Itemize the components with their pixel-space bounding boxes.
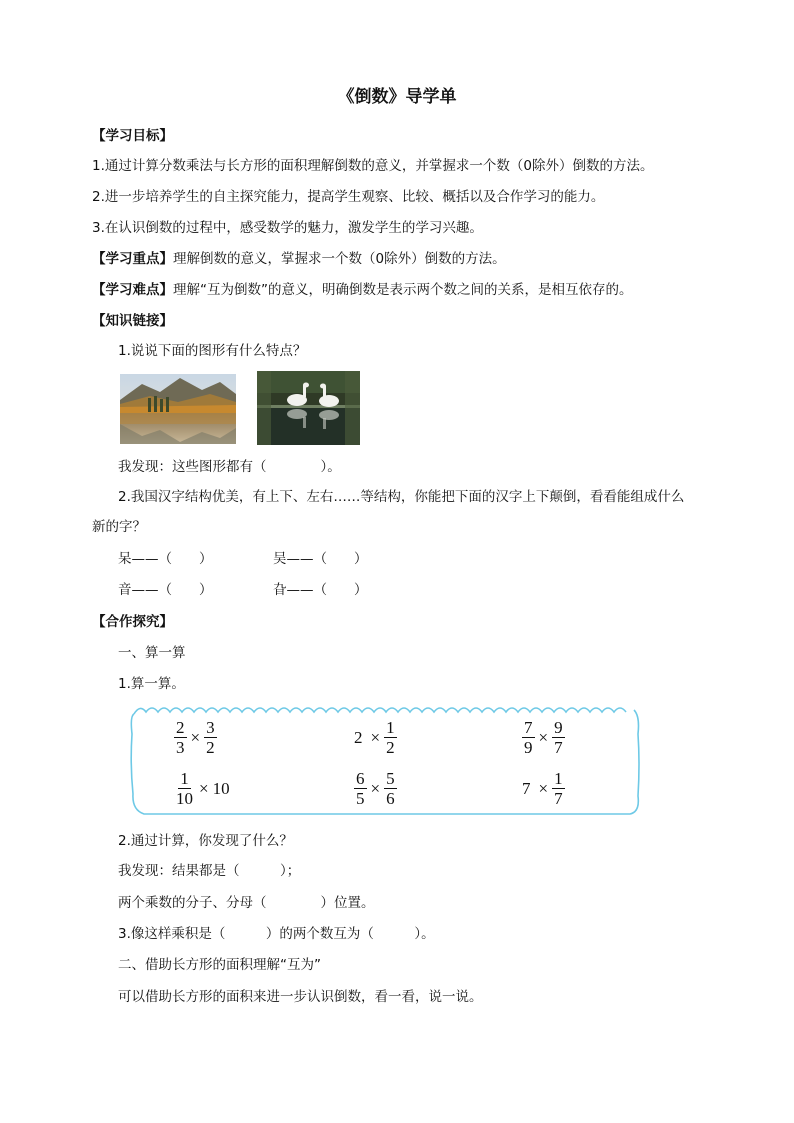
fraction: $\frac{1}{7}$ <box>554 769 563 808</box>
difficulty <box>92 281 633 299</box>
fraction: $\frac{1}{2}$ <box>386 718 395 757</box>
formula-box <box>130 704 642 816</box>
char-item-2: 吴——（ ） <box>273 551 368 567</box>
page-title: 《倒数》导学单 <box>337 87 457 107</box>
key-point-label: 【学习重点】 <box>92 251 173 267</box>
difficulty-label: 【学习难点】 <box>92 282 173 298</box>
objective-item-2: 2.进一步培养学生的自主探究能力，提高学生观察、比较、概括以及合作学习的能力。 <box>92 189 605 205</box>
fraction: $\frac{5}{6}$ <box>386 769 395 808</box>
section2-text: 可以借助长方形的面积来进一步认识倒数，看一看，说一说。 <box>118 989 483 1005</box>
fraction: $\frac{3}{2}$ <box>206 718 215 757</box>
char-item-1: 呆——（ ） <box>118 551 213 567</box>
times-sign: × <box>199 778 209 798</box>
explore-discover-2: 两个乘数的分子、分母（ ）位置。 <box>118 895 375 911</box>
fraction: $\frac{1}{10}$ <box>176 769 193 808</box>
fraction: $\frac{9}{7}$ <box>554 718 563 757</box>
fraction: $\frac{2}{3}$ <box>176 718 185 757</box>
formula-6 <box>522 769 565 808</box>
fraction: $\frac{6}{5}$ <box>356 769 365 808</box>
whole-number: 10 <box>212 778 230 798</box>
objective-item-3: 3.在认识倒数的过程中，感受数学的魅力，激发学生的学习兴趣。 <box>92 220 483 236</box>
whole-number: 7 <box>522 778 531 798</box>
times-sign: × <box>370 778 381 798</box>
section1-heading: 一、算一算 <box>118 645 186 661</box>
objectives-heading: 【学习目标】 <box>92 128 173 144</box>
char-item-3: 音——（ ） <box>118 582 213 598</box>
explore-q1: 1.算一算。 <box>118 676 185 692</box>
times-sign: × <box>370 727 381 747</box>
knowledge-q1: 1.说说下面的图形有什么特点？ <box>118 343 307 359</box>
mountain-lake-photo <box>120 374 236 444</box>
key-point <box>92 250 506 268</box>
explore-q2: 2.通过计算，你发现了什么？ <box>118 833 293 849</box>
whole-number: 2 <box>354 727 363 747</box>
knowledge-link-heading: 【知识链接】 <box>92 313 173 329</box>
swans-reflection-photo <box>257 371 360 445</box>
knowledge-q2-line2: 新的字？ <box>92 519 146 535</box>
explore-discover-1: 我发现：结果都是（ ）； <box>118 863 301 879</box>
times-sign: × <box>538 778 549 798</box>
section2-heading: 二、借助长方形的面积理解“互为” <box>118 957 321 973</box>
fraction: $\frac{7}{9}$ <box>524 718 533 757</box>
formula-1 <box>174 718 217 757</box>
knowledge-q2-line1: 2.我国汉字结构优美，有上下、左右……等结构，你能把下面的汉字上下颠倒，看看能组成什么 <box>118 489 685 505</box>
explore-heading: 【合作探究】 <box>92 614 173 630</box>
explore-q3: 3.像这样乘积是（ ）的两个数互为（ ）。 <box>118 926 435 942</box>
formula-4 <box>174 769 234 808</box>
times-sign: × <box>538 727 549 747</box>
times-sign: × <box>190 727 201 747</box>
objective-item-1: 1.通过计算分数乘法与长方形的面积理解倒数的意义，并掌握求一个数（0除外）倒数的方法。 <box>92 158 654 174</box>
key-point-text: 理解倒数的意义，掌握求一个数（0除外）倒数的方法。 <box>173 251 506 267</box>
char-item-4: 旮——（ ） <box>273 582 368 598</box>
formula-5 <box>354 769 397 808</box>
knowledge-discover: 我发现：这些图形都有（ ）。 <box>118 459 341 475</box>
formula-3 <box>522 718 565 757</box>
difficulty-text: 理解“互为倒数”的意义，明确倒数是表示两个数之间的关系，是相互依存的。 <box>173 282 633 298</box>
formula-2 <box>354 718 397 757</box>
